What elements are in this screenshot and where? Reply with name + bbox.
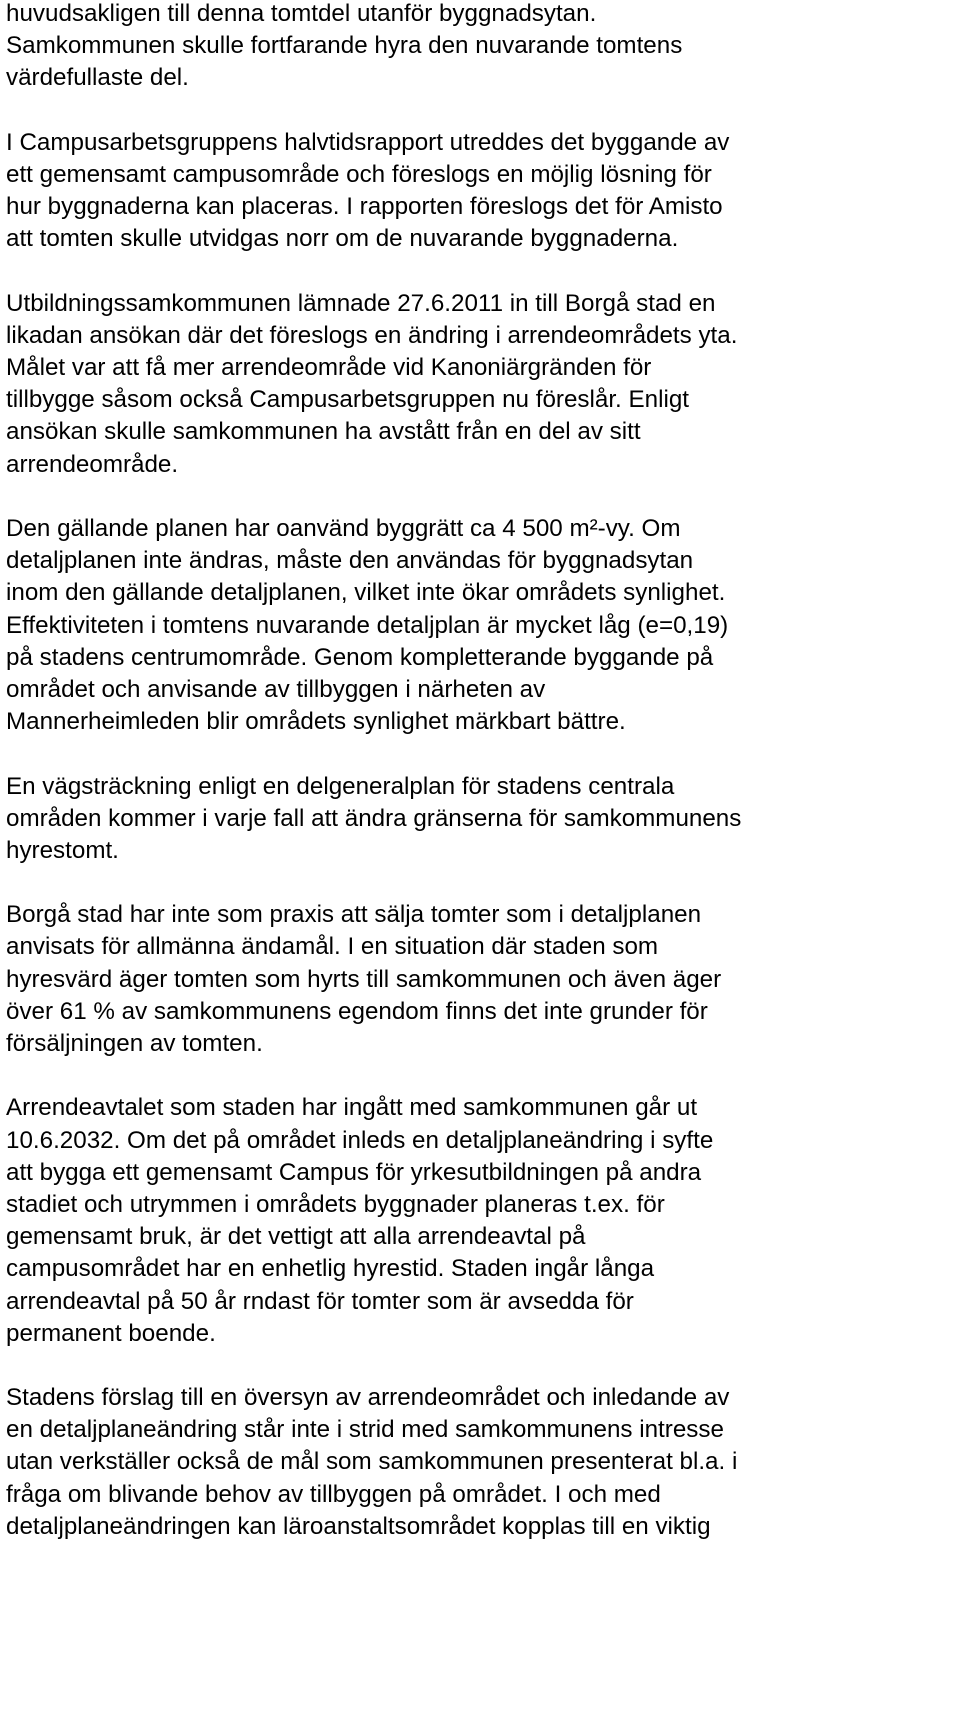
text-line: anvisats för allmänna ändamål. I en situation där staden som <box>6 933 659 961</box>
paragraph-4 <box>6 513 956 738</box>
paragraph-3 <box>6 288 956 481</box>
text-line: försäljningen av tomten. <box>6 1030 263 1057</box>
text-line: Mannerheimleden blir områdets synlighet märkbart bättre. <box>6 708 626 736</box>
text-line: över 61 % av samkommunens egendom finns det inte grunder för <box>6 997 708 1025</box>
text-line: ansökan skulle samkommunen ha avstått från en del av sitt <box>6 418 641 446</box>
paragraph-gap <box>6 1350 956 1382</box>
text-line: Målet var att få mer arrendeområde vid Kanoniärgränden för <box>6 354 652 382</box>
paragraph-2 <box>6 127 956 256</box>
text-line: arrendeområde. <box>6 450 179 478</box>
text-line: tillbygge såsom också Campusarbetsgruppen nu föreslår. Enligt <box>6 386 689 414</box>
text-line: Samkommunen skulle fortfarande hyra den nuvarande tomtens <box>6 32 683 60</box>
text-line: att bygga ett gemensamt Campus för yrkesutbildningen på andra <box>6 1158 702 1186</box>
text-line: detaljplaneändringen kan läroanstaltsområdet kopplas till en viktig <box>6 1512 711 1540</box>
text-line: permanent boende. <box>6 1319 216 1347</box>
text-line: området och anvisande av tillbyggen i närheten av <box>6 675 546 703</box>
text-line: arrendeavtal på 50 år rndast för tomter som är avsedda för <box>6 1287 634 1315</box>
text-line: hyresvärd äger tomten som hyrts till samkommunen och även äger <box>6 965 722 993</box>
text-line: Den gällande planen har oanvänd byggrätt ca 4 500 m²-vy. Om <box>6 515 681 542</box>
text-line: hur byggnaderna kan placeras. I rapporten föreslogs det för Amisto <box>6 193 723 221</box>
text-line: likadan ansökan där det föreslogs en ändring i arrendeområdets yta. <box>6 321 738 349</box>
paragraph-gap <box>6 738 956 770</box>
text-line: Stadens förslag till en översyn av arrendeområdet och inledande av <box>6 1384 730 1412</box>
text-line: hyrestomt. <box>6 836 119 864</box>
text-line: Arrendeavtalet som staden har ingått med samkommunen går ut <box>6 1094 698 1122</box>
paragraph-1 <box>6 0 956 95</box>
text-line: campusområdet har en enhetlig hyrestid. Staden ingår långa <box>6 1255 655 1283</box>
text-line: fråga om blivande behov av tillbyggen på området. I och med <box>6 1480 661 1508</box>
text-line: En vägsträckning enligt en delgeneralplan för stadens centrala <box>6 772 675 800</box>
text-line: huvudsakligen till denna tomtdel utanför byggnadsytan. <box>6 0 597 27</box>
text-line: stadiet och utrymmen i områdets byggnader planeras t.ex. för <box>6 1190 665 1218</box>
text-line: I Campusarbetsgruppens halvtidsrapport utreddes det byggande av <box>6 128 730 156</box>
text-line: gemensamt bruk, är det vettigt att alla arrendeavtal på <box>6 1223 586 1251</box>
paragraph-5 <box>6 771 956 868</box>
text-line: att tomten skulle utvidgas norr om de nuvarande byggnaderna. <box>6 225 679 253</box>
paragraph-gap <box>6 256 956 288</box>
paragraph-gap <box>6 1060 956 1092</box>
paragraph-7 <box>6 1092 956 1350</box>
text-line: värdefullaste del. <box>6 64 189 92</box>
text-line: inom den gällande detaljplanen, vilket inte ökar områdets synlighet. <box>6 579 726 607</box>
text-line: Effektiviteten i tomtens nuvarande detaljplan är mycket låg (e=0,19) <box>6 611 729 639</box>
text-line: på stadens centrumområde. Genom kompletterande byggande på <box>6 643 714 671</box>
text-line: ett gemensamt campusområde och föreslogs en möjlig lösning för <box>6 160 712 188</box>
text-line: utan verkställer också de mål som samkommunen presenterat bl.a. i <box>6 1448 738 1476</box>
document-page <box>6 0 956 1543</box>
text-line: detaljplanen inte ändras, måste den användas för byggnadsytan <box>6 547 694 575</box>
paragraph-6 <box>6 899 956 1060</box>
paragraph-8 <box>6 1382 956 1543</box>
text-line: områden kommer i varje fall att ändra gränserna för samkommunens <box>6 804 742 832</box>
paragraph-gap <box>6 867 956 899</box>
text-line: Borgå stad har inte som praxis att sälja tomter som i detaljplanen <box>6 901 702 929</box>
paragraph-gap <box>6 481 956 513</box>
text-line: 10.6.2032. Om det på området inleds en detaljplaneändring i syfte <box>6 1126 714 1154</box>
text-line: Utbildningssamkommunen lämnade 27.6.2011 in till Borgå stad en <box>6 289 716 317</box>
paragraph-gap <box>6 95 956 127</box>
text-line: en detaljplaneändring står inte i strid med samkommunens intresse <box>6 1416 724 1444</box>
